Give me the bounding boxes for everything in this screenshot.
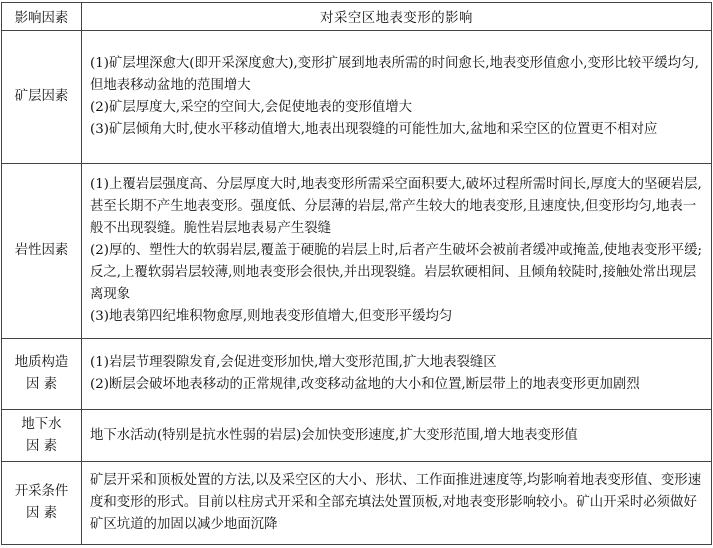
description-paragraph: (1)矿层埋深愈大(即开采深度愈大),变形扩展到地表所需的时间愈长,地表变形值愈小,变形比较平缓均匀,但地表移动盆地的范围增大	[90, 56, 699, 93]
factor-cell	[2, 31, 82, 164]
factor-cell	[2, 339, 82, 410]
description-cell	[82, 410, 712, 462]
mining-subsidence-factors-table	[1, 2, 712, 545]
description-paragraph: (1)上覆岩层强度高、分层厚度大时,地表变形所需采空面积要大,破坏过程所需时间长,厚度大的坚硬岩层,甚至长期不产生地表变形。强度低、分层薄的岩层,常产生较大的地表变形,且速度快,但变形均匀,地表一般不出现裂缝。脆性岩层地表易产生裂缝	[90, 177, 702, 236]
description-paragraph: (3)矿层倾角大时,使水平移动值增大,地表出现裂缝的可能性加大,盆地和采空区的位置更不相对应	[90, 122, 658, 137]
effect-column-header: 对采空区地表变形的影响	[82, 3, 712, 31]
description-paragraph: (3)地表第四纪堆积物愈厚,则地表变形值增大,但变形平缓均匀	[90, 309, 453, 324]
description-cell	[82, 339, 712, 410]
factor-label: 矿层因素	[14, 89, 69, 104]
table-row	[2, 462, 712, 545]
table-header-row	[2, 3, 712, 31]
table-row	[2, 410, 712, 462]
description-paragraph: 地下水活动(特别是抗水性弱的岩层)会加快变形速度,扩大变形范围,增大地表变形值	[90, 427, 578, 443]
factor-label: 地质构造	[14, 355, 69, 370]
factor-column-header: 影响因素	[2, 3, 82, 31]
description-cell	[82, 164, 712, 339]
table-row	[2, 164, 712, 339]
factor-cell	[2, 164, 82, 339]
description-paragraph: (1)岩层节理裂隙发育,会促进变形加快,增大变形范围,扩大地表裂缝区	[90, 355, 497, 370]
description-cell	[82, 462, 712, 545]
factor-label-suffix: 因 素	[25, 506, 58, 521]
factor-label: 开采条件	[14, 484, 69, 499]
description-paragraph: (2)断层会破坏地表移动的正常规律,改变移动盆地的大小和位置,断层带上的地表变形更加剧烈	[90, 377, 640, 392]
table-row	[2, 339, 712, 410]
table-row	[2, 31, 712, 164]
description-paragraph: (2)厚的、塑性大的软弱岩层,覆盖于硬脆的岩层上时,后者产生破坏会被前者缓冲或掩盖,使地表变形平缓;反之,上覆软弱岩层较薄,则地表变形会很快,并出现裂缝。岩层软硬相间、且倾角较陡时,接触处常出现层离现象	[90, 243, 703, 302]
factor-label-suffix: 因 素	[25, 377, 58, 392]
factor-cell	[2, 410, 82, 462]
description-paragraph: 矿层开采和顶板处置的方法,以及采空区的大小、形状、工作面推进速度等,均影响着地表变形值、变形速度和变形的形式。目前以柱房式开采和全部充填法处置顶板,对地表变形影响较小。矿山开采时必须做好矿区坑道的加固以减少地面沉降	[90, 473, 702, 532]
factor-cell	[2, 462, 82, 545]
factor-label-suffix: 因 素	[25, 438, 58, 454]
description-paragraph: (2)矿层厚度大,采空的空间大,会促使地表的变形值增大	[90, 100, 413, 115]
description-cell	[82, 31, 712, 164]
factor-label: 岩性因素	[14, 243, 69, 258]
factor-label: 地下水	[21, 416, 62, 432]
